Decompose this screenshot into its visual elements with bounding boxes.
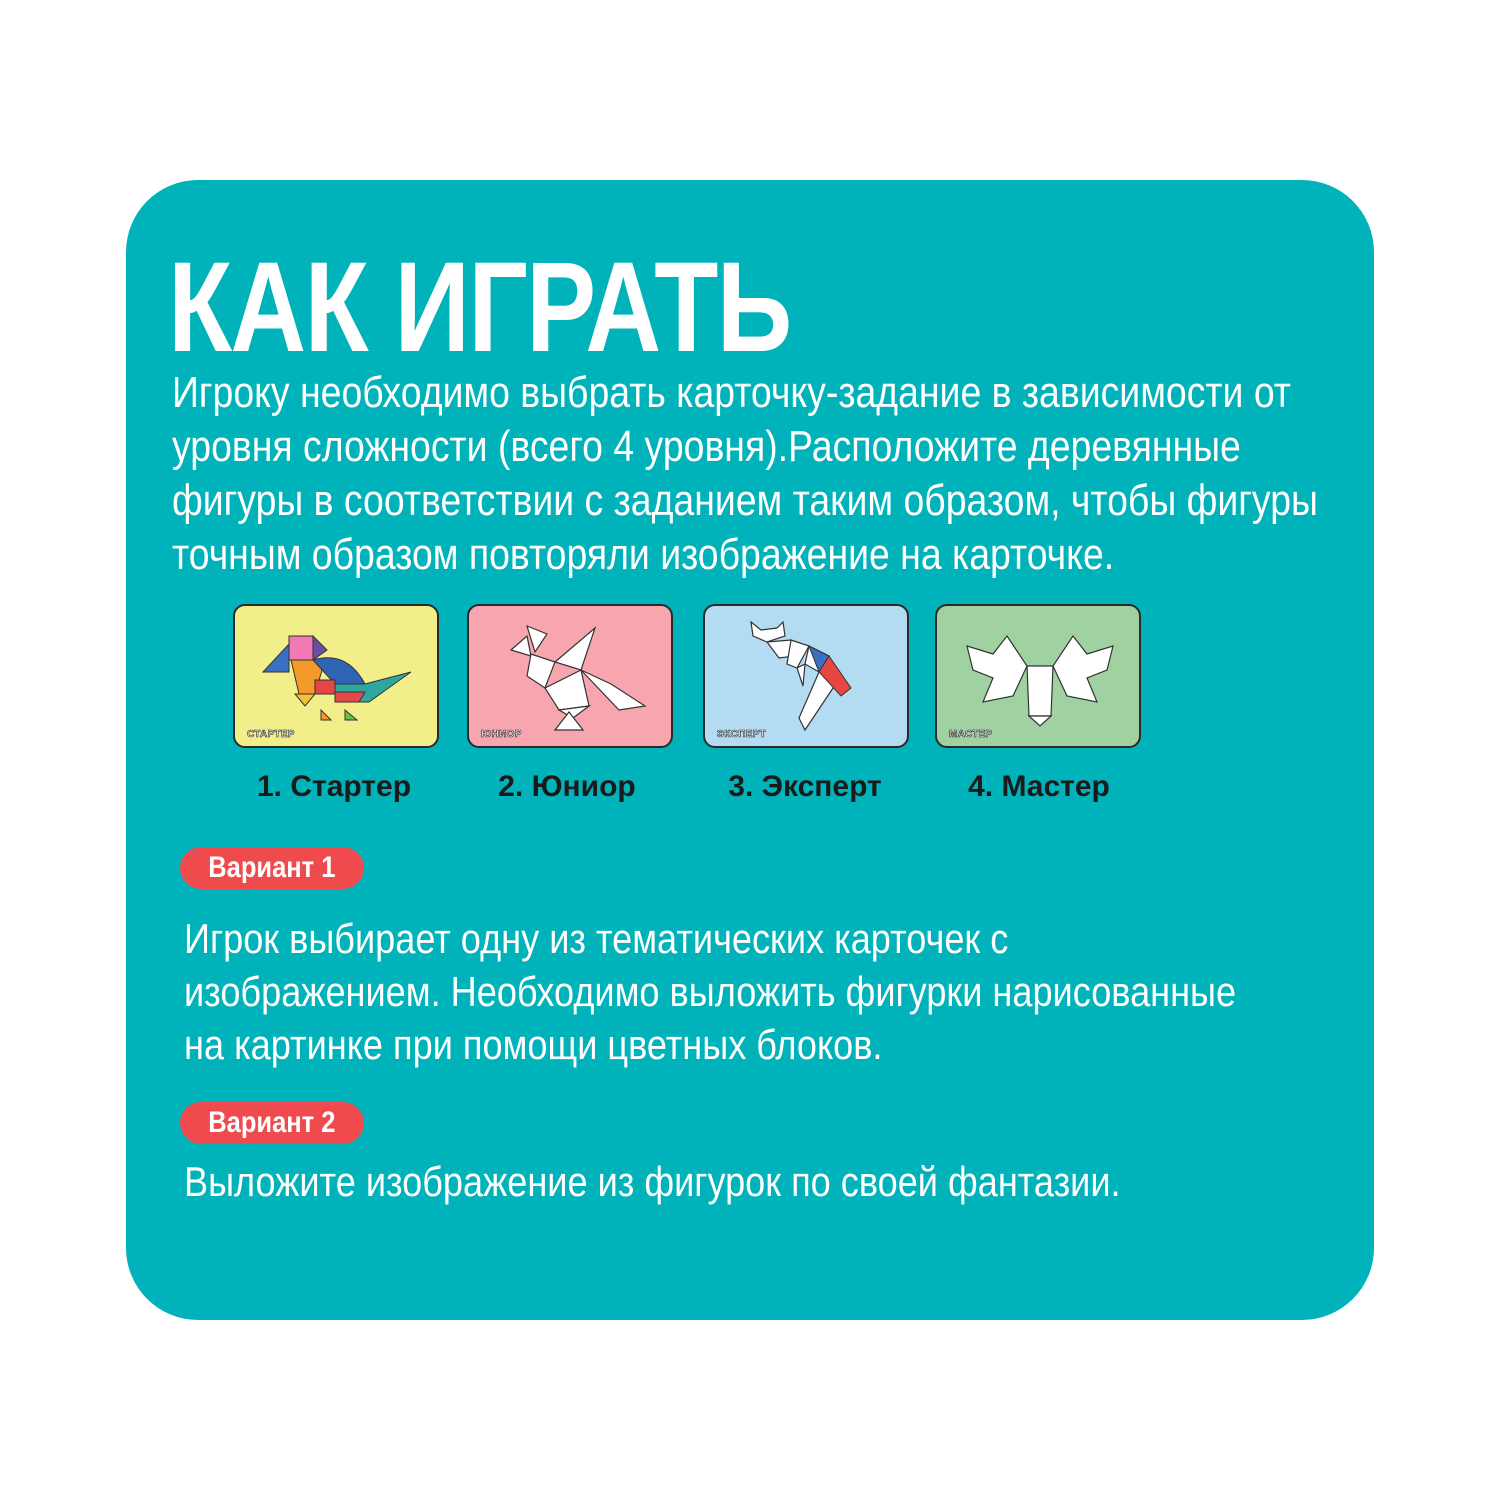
level-label-master: 4. Мастер	[968, 770, 1110, 803]
intro-text: Игроку необходимо выбрать карточку-задание в зависимости от уровня сложности (всего 4 уровня).Расположите деревянные фигуры в соответствии с заданием таким образом, чтобы фигуры точным образом повторяли изображение на карточке.	[172, 368, 1318, 579]
level-card-master	[935, 604, 1141, 748]
page-title: КАК ИГРАТЬ	[168, 236, 791, 379]
butterfly-tangram-image	[937, 606, 1141, 748]
card-tag: МАСТЕР	[949, 729, 993, 740]
variant-1-badge-label: Вариант 1	[208, 851, 336, 884]
level-label-expert: 3. Эксперт	[728, 770, 882, 803]
level-card-expert	[703, 604, 909, 748]
level-card-junior	[467, 604, 673, 748]
card-tag: СТАРТЕР	[247, 729, 295, 740]
variant-2-badge	[180, 1102, 364, 1144]
variant-2-text: Выложите изображение из фигурок по своей фантазии.	[184, 1158, 1121, 1205]
swimmer-tangram-image	[705, 606, 909, 748]
card-tag: ЭКСПЕРТ	[717, 729, 766, 740]
dove-tangram-image	[469, 606, 673, 748]
card-tag: ЮНИОР	[481, 729, 522, 740]
bird-tangram-image	[235, 606, 439, 748]
level-label-junior: 2. Юниор	[498, 770, 636, 803]
level-label-starter: 1. Стартер	[256, 770, 412, 803]
variant-1-badge	[180, 847, 364, 889]
variant-1-text: Игрок выбирает одну из тематических карточек с изображением. Необходимо выложить фигурки нарисованные на картинке при помощи цветных блоков.	[184, 915, 1237, 1068]
variant-2-badge-label: Вариант 2	[208, 1106, 336, 1139]
level-card-starter	[233, 604, 439, 748]
